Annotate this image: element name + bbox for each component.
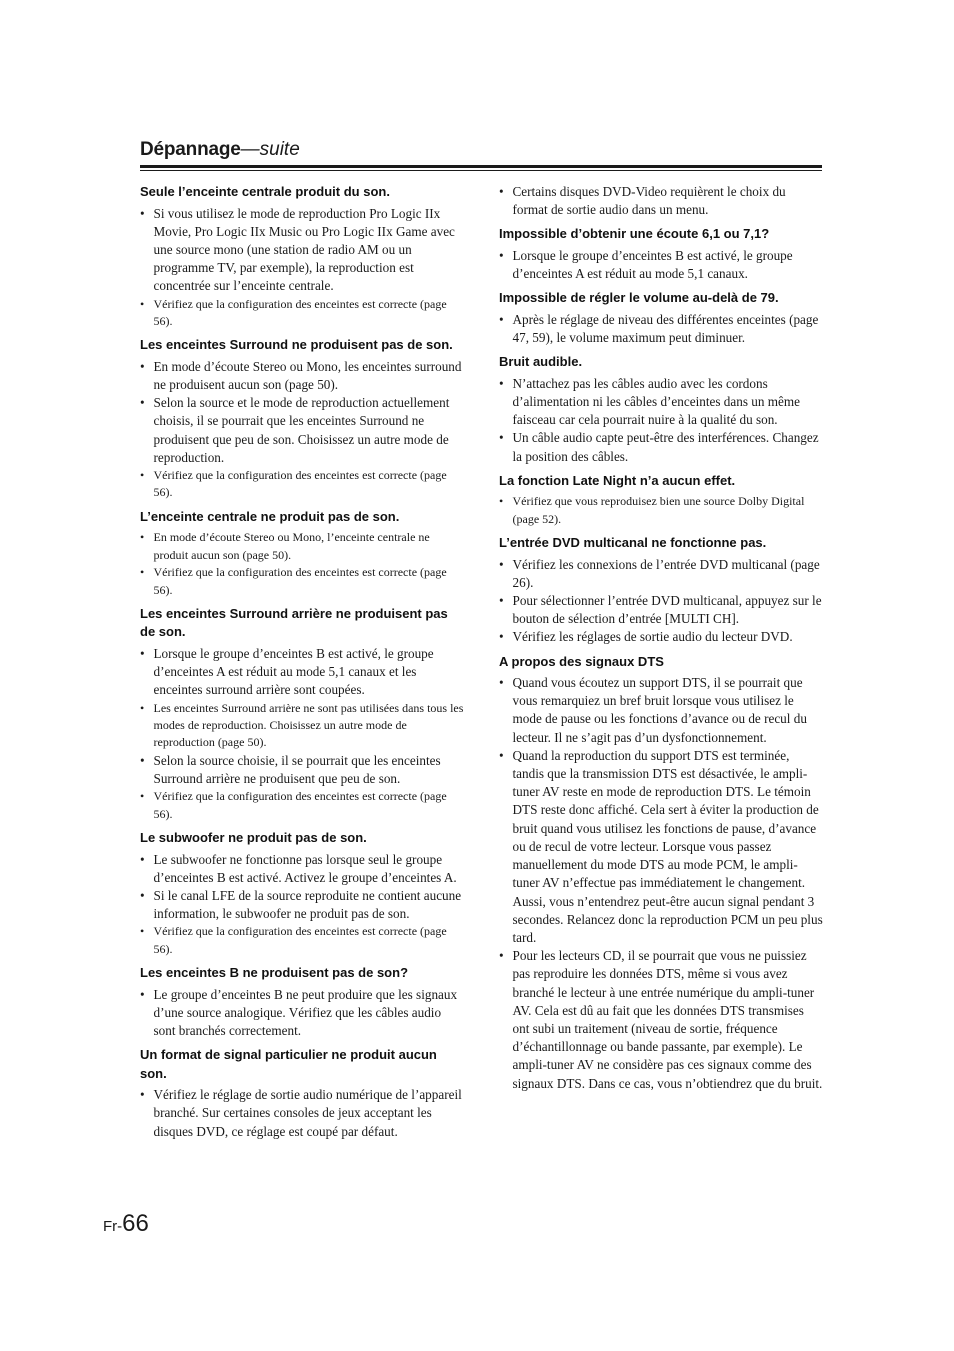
bullet-item: • Vérifiez que la configuration des enceintes est correcte (page 56). <box>140 923 465 958</box>
bullet-list <box>140 205 465 331</box>
bullet-list <box>499 247 824 283</box>
bullet-item: • Selon la source et le mode de reproduction actuellement choisis, il se pourrait que les enceintes Surround ne produisent que peu de son. Choisissez un autre mode de reproduction. <box>140 394 465 467</box>
section-heading: Les enceintes Surround ne produisent pas de son. <box>140 337 453 353</box>
bullet-list <box>140 358 465 502</box>
troubleshooting-section <box>140 508 465 599</box>
page-number-prefix: Fr- <box>103 1218 123 1235</box>
bullet-list <box>140 529 465 599</box>
bullet-list <box>140 986 465 1041</box>
troubleshooting-section <box>140 183 465 330</box>
bullet-item: • Vérifiez que la configuration des enceintes est correcte (page 56). <box>140 296 465 331</box>
bullet-item: • Si le canal LFE de la source reproduite ne contient aucune information, le subwoofer ne produit pas de son. <box>140 887 465 923</box>
bullet-list <box>499 375 824 466</box>
bullet-list <box>140 645 465 823</box>
section-heading: L’enceinte centrale ne produit pas de son. <box>140 508 400 524</box>
bullet-item: • Les enceintes Surround arrière ne sont pas utilisées dans tous les modes de reproduction. Choisissez un autre mode de reproduction (page 50). <box>140 700 465 752</box>
header-rule-thin <box>140 170 822 171</box>
bullet-list <box>499 493 824 528</box>
bullet-item: • Après le réglage de niveau des différentes enceintes (page 47, 59), le volume maximum peut diminuer. <box>499 311 824 347</box>
bullet-item: • Vérifiez que la configuration des enceintes est correcte (page 56). <box>140 564 465 599</box>
section-heading: Bruit audible. <box>499 354 583 370</box>
bullet-list <box>140 1086 465 1141</box>
page-title: Dépannage <box>140 139 241 160</box>
bullet-item: • Lorsque le groupe d’enceintes B est activé, le groupe d’enceintes A est réduit au mode 5,1 canaux. <box>499 247 824 283</box>
bullet-list <box>499 183 824 219</box>
bullet-item: • Le subwoofer ne fonctionne pas lorsque seul le groupe d’enceintes B est activé. Activez le groupe d’enceintes A. <box>140 851 465 887</box>
header-rule-thick <box>140 165 822 168</box>
section-heading: Les enceintes Surround arrière ne produisent pas de son. <box>140 605 448 640</box>
troubleshooting-section <box>140 605 465 823</box>
bullet-list <box>499 674 824 1093</box>
bullet-item: • Quand la reproduction du support DTS est terminée, tandis que la transmission DTS est désactivée, le ampli-tuner AV reste en mode de reproduction DTS. Le témoin DTS reste donc affiché. Cela sert à éviter la production de bruit quand vous utilisez les fonctions de pause, d’avance ou de recul de votre lecteur. Lorsque vous passez manuellement du mode DTS au mode PCM, le ampli-tuner AV n’effectue pas immédiatement le changement. Aussi, vous n’entendrez peut-être aucun signal pendant 3 secondes. Relancez donc la reproduction PCM un peu plus tard. <box>499 747 824 947</box>
section-heading: L’entrée DVD multicanal ne fonctionne pas. <box>499 535 767 551</box>
troubleshooting-section <box>140 964 465 1040</box>
page-header <box>140 139 822 161</box>
left-column <box>140 183 465 1147</box>
troubleshooting-section <box>499 289 824 347</box>
section-heading: Impossible de régler le volume au-delà de 79. <box>499 290 779 306</box>
bullet-item: • Certains disques DVD-Video requièrent le choix du format de sortie audio dans un menu. <box>499 183 824 219</box>
troubleshooting-section <box>140 829 465 958</box>
section-heading: La fonction Late Night n’a aucun effet. <box>499 472 736 488</box>
bullet-item: • Le groupe d’enceintes B ne peut produire que les signaux d’une source analogique. Vérifiez que les câbles audio sont branchés correctement. <box>140 986 465 1041</box>
right-column <box>499 183 824 1099</box>
troubleshooting-section <box>499 653 824 1093</box>
bullet-list <box>499 556 824 647</box>
section-heading: A propos des signaux DTS <box>499 653 664 669</box>
bullet-item: • Vérifiez le réglage de sortie audio numérique de l’appareil branché. Sur certaines consoles de jeux acceptant les disques DVD, ce réglage est coupé par défaut. <box>140 1086 465 1141</box>
troubleshooting-section <box>140 1046 465 1141</box>
bullet-list <box>499 311 824 347</box>
troubleshooting-section <box>499 534 824 647</box>
troubleshooting-section <box>499 183 824 219</box>
page-number-value: 66 <box>122 1210 149 1237</box>
troubleshooting-section <box>499 472 824 528</box>
bullet-item: • Quand vous écoutez un support DTS, il se pourrait que vous remarquiez un bref bruit lorsque vous utilisez le mode de pause ou les fonctions d’avance ou de recul du lecteur. Il ne s’agit pas d’un dysfonctionnement. <box>499 674 824 747</box>
bullet-item: • Vérifiez les réglages de sortie audio du lecteur DVD. <box>499 628 824 646</box>
page-number <box>103 1210 149 1238</box>
troubleshooting-section <box>499 353 824 466</box>
bullet-list <box>140 851 465 959</box>
bullet-item: • Lorsque le groupe d’enceintes B est activé, le groupe d’enceintes A est réduit au mode 5,1 canaux et les enceintes surround arrière sont coupées. <box>140 645 465 700</box>
bullet-item: • En mode d’écoute Stereo ou Mono, l’enceinte centrale ne produit aucun son (page 50). <box>140 529 465 564</box>
troubleshooting-section <box>140 336 465 502</box>
bullet-item: • Selon la source choisie, il se pourrait que les enceintes Surround arrière ne produisent que peu de son. <box>140 752 465 788</box>
bullet-item: • Si vous utilisez le mode de reproduction Pro Logic IIx Movie, Pro Logic IIx Music ou Pro Logic IIx Game avec une source mono (une station de radio AM ou un programme TV, par exemple), la reproduction est concentrée sur l’enceinte centrale. <box>140 205 465 296</box>
bullet-item: • Vérifiez que la configuration des enceintes est correcte (page 56). <box>140 788 465 823</box>
section-heading: Un format de signal particulier ne produit aucun son. <box>140 1047 437 1081</box>
title-separator: — <box>240 139 260 160</box>
bullet-item: • Vérifiez que la configuration des enceintes est correcte (page 56). <box>140 467 465 502</box>
bullet-item: • Pour sélectionner l’entrée DVD multicanal, appuyez sur le bouton de sélection d’entrée [MULTI CH]. <box>499 592 824 628</box>
bullet-item: • Vérifiez les connexions de l’entrée DVD multicanal (page 26). <box>499 556 824 592</box>
bullet-item: • N’attachez pas les câbles audio avec les cordons d’alimentation ni les câbles d’enceintes dans un même faisceau car cela pourrait nuire à la qualité du son. <box>499 375 824 430</box>
section-heading: Impossible d’obtenir une écoute 6,1 ou 7,1? <box>499 226 770 242</box>
section-heading: Seule l’enceinte centrale produit du son. <box>140 184 390 199</box>
title-continuation: suite <box>259 139 300 160</box>
bullet-item: • Un câble audio capte peut-être des interférences. Changez la position des câbles. <box>499 429 824 465</box>
section-heading: Le subwoofer ne produit pas de son. <box>140 830 367 846</box>
bullet-item: • Vérifiez que vous reproduisez bien une source Dolby Digital (page 52). <box>499 493 824 528</box>
bullet-item: • En mode d’écoute Stereo ou Mono, les enceintes surround ne produisent aucun son (page 50). <box>140 358 465 394</box>
section-heading: Les enceintes B ne produisent pas de son? <box>140 965 409 981</box>
bullet-item: • Pour les lecteurs CD, il se pourrait que vous ne puissiez pas reproduire les données DTS, même si vous avez branché le lecteur à une entrée numérique du ampli-tuner AV. Cela est dû au fait que les données DTS transmises ont subi un traitement (niveau de sortie, fréquence d’échantillonnage ou bande passante, par exemple). Le ampli-tuner AV ne considère pas ces signaux comme des signaux DTS. Dans ce cas, vous n’obtiendrez que du bruit. <box>499 947 824 1093</box>
troubleshooting-section <box>499 225 824 283</box>
